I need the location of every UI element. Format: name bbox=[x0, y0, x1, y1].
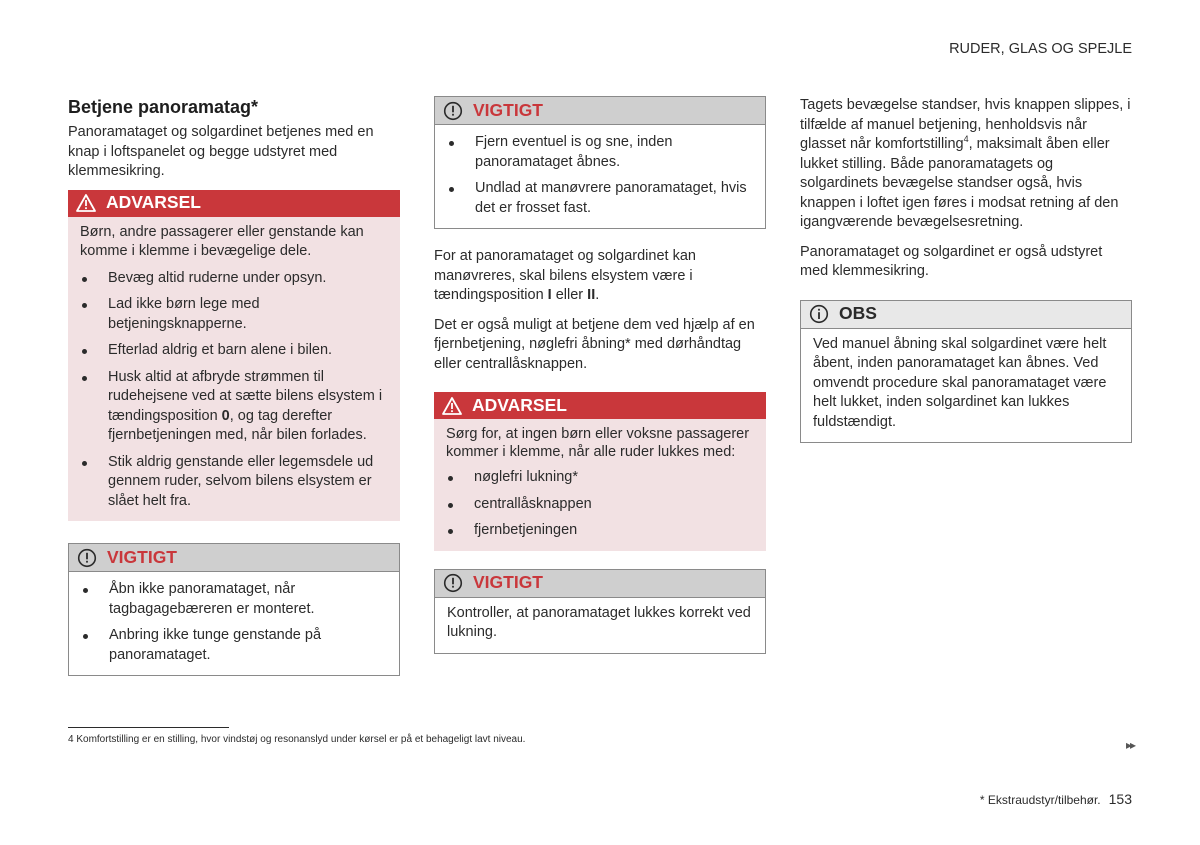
list-item-text: Husk altid at afbryde strømmen til rudehejsene ved at sætte bilens elsystem i tændingsposition bbox=[108, 368, 383, 424]
ignition-position-0: 0 bbox=[221, 407, 230, 424]
warning-title: ADVARSEL bbox=[472, 394, 567, 415]
paragraph: Det er også muligt at betjene dem ved hjælp af en fjernbetjening, nøglefri åbning* med dørhåndtag eller centrallåsknappen. bbox=[434, 316, 755, 372]
important-title: VIGTIGT bbox=[473, 572, 543, 593]
important-header bbox=[435, 570, 765, 598]
obs-box bbox=[800, 300, 1132, 444]
warning-header bbox=[434, 392, 766, 419]
list-item: Lad ikke børn lege med betjeningsknapperne. bbox=[80, 295, 388, 334]
warning-list bbox=[446, 468, 754, 541]
list-item: Bevæg altid ruderne under opsyn. bbox=[80, 269, 388, 289]
footnote-ref: 4 bbox=[963, 134, 969, 145]
exclamation-circle-icon bbox=[443, 101, 463, 121]
column-3 bbox=[800, 96, 1132, 443]
column-2 bbox=[434, 96, 766, 654]
important-body bbox=[435, 598, 765, 653]
extra-equipment-note: * Ekstraudstyr/tilbehør. bbox=[979, 793, 1101, 807]
list-item: Fjern eventuel is og sne, inden panoramataget åbnes. bbox=[447, 133, 753, 172]
ignition-position-ii: II bbox=[587, 287, 596, 303]
important-list bbox=[447, 133, 753, 218]
page-footer bbox=[980, 790, 1132, 811]
column-1 bbox=[68, 96, 400, 676]
list-item: Undlad at manøvrere panoramataget, hvis det er frosset fast. bbox=[447, 179, 753, 218]
important-title: VIGTIGT bbox=[473, 99, 543, 120]
obs-text: Ved manuel åbning skal solgardinet være helt åbent, inden panoramataget kan åbnes. Ved omvendt procedure skal panoramataget være helt lukket, inden solgardinet kan lukkes fuldstændigt. bbox=[813, 335, 1107, 430]
paragraph bbox=[800, 96, 1132, 233]
next-page-icon: ▸▸ bbox=[1125, 738, 1134, 752]
warning-title: ADVARSEL bbox=[106, 192, 201, 213]
warning-triangle-icon bbox=[442, 396, 462, 416]
list-item: Efterlad aldrig et barn alene i bilen. bbox=[80, 341, 388, 361]
important-list bbox=[81, 580, 387, 665]
important-title: VIGTIGT bbox=[107, 546, 177, 567]
warning-triangle-icon bbox=[76, 193, 96, 213]
info-circle-icon bbox=[809, 304, 829, 324]
list-item bbox=[80, 368, 388, 446]
warning-intro: Børn, andre passagerer eller genstande kan komme i klemme i bevægelige dele. bbox=[80, 223, 364, 259]
paragraph-text: Tagets bevægelse standser, hvis knappen slippes, i tilfælde af manuel betjening, henholdsvis når glasset når komfortstilling bbox=[800, 97, 1131, 152]
list-item: Stik aldrig genstande eller legemsdele ud gennem ruder, selvom bilens elsystem er slået helt fra. bbox=[80, 453, 388, 512]
exclamation-circle-icon bbox=[443, 573, 463, 593]
obs-header bbox=[801, 301, 1131, 329]
footnote-rule bbox=[68, 727, 229, 728]
important-box bbox=[68, 543, 400, 676]
section-heading: Betjene panoramatag* bbox=[68, 97, 259, 117]
warning-header bbox=[68, 190, 400, 217]
paragraph-text: eller bbox=[551, 287, 588, 303]
important-text: Kontroller, at panoramataget lukkes korrekt ved lukning. bbox=[447, 604, 751, 640]
warning-body bbox=[434, 419, 766, 551]
list-item-text: , og tag derefter fjernbetjeningen med, når bilen forlades. bbox=[108, 407, 367, 443]
important-header bbox=[69, 544, 399, 572]
important-box bbox=[434, 96, 766, 229]
list-item: Anbring ikke tunge genstande på panoramataget. bbox=[81, 626, 387, 665]
paragraph-text: For at panoramataget og solgardinet kan manøvreres, skal bilens elsystem være i tændingsposition bbox=[434, 248, 696, 303]
warning-body bbox=[68, 217, 400, 522]
important-header bbox=[435, 97, 765, 125]
warning-box bbox=[434, 392, 766, 551]
warning-intro: Sørg for, at ingen børn eller voksne passagerer kommer i klemme, når alle ruder lukkes med: bbox=[446, 426, 750, 460]
important-body bbox=[435, 125, 765, 228]
warning-list bbox=[80, 269, 388, 512]
list-item: Åbn ikke panoramataget, når tagbagagebæreren er monteret. bbox=[81, 580, 387, 619]
ignition-position-i: I bbox=[547, 287, 552, 303]
page-number: 153 bbox=[1108, 791, 1132, 807]
important-box bbox=[434, 569, 766, 654]
intro-paragraph: Panoramataget og solgardinet betjenes med en knap i loftspanelet og begge udstyret med klemmesikring. bbox=[68, 124, 374, 179]
list-item: nøglefri lukning* bbox=[446, 468, 754, 488]
list-item: centrallåsknappen bbox=[446, 495, 754, 515]
obs-title: OBS bbox=[839, 303, 877, 324]
exclamation-circle-icon bbox=[77, 548, 97, 568]
obs-body bbox=[801, 329, 1131, 443]
paragraph bbox=[434, 247, 766, 306]
paragraph: Panoramataget og solgardinet er også udstyret med klemmesikring. bbox=[800, 243, 1103, 279]
important-body bbox=[69, 572, 399, 675]
section-header: RUDER, GLAS OG SPEJLE bbox=[949, 41, 1132, 57]
footnote: 4 Komfortstilling er en stilling, hvor vindstøj og resonanslyd under kørsel er på et behageligt lavt niveau. bbox=[68, 734, 526, 745]
paragraph-text: , maksimalt åben eller lukket stilling. Både panoramatagets og solgardinets bevægelse standser også, hvis knappen i loftet igen føres i modsat retning af den igangværende bevægelsesretning. bbox=[800, 136, 1119, 230]
list-item: fjernbetjeningen bbox=[446, 521, 754, 541]
paragraph-text: . bbox=[595, 287, 600, 303]
warning-box bbox=[68, 190, 400, 522]
